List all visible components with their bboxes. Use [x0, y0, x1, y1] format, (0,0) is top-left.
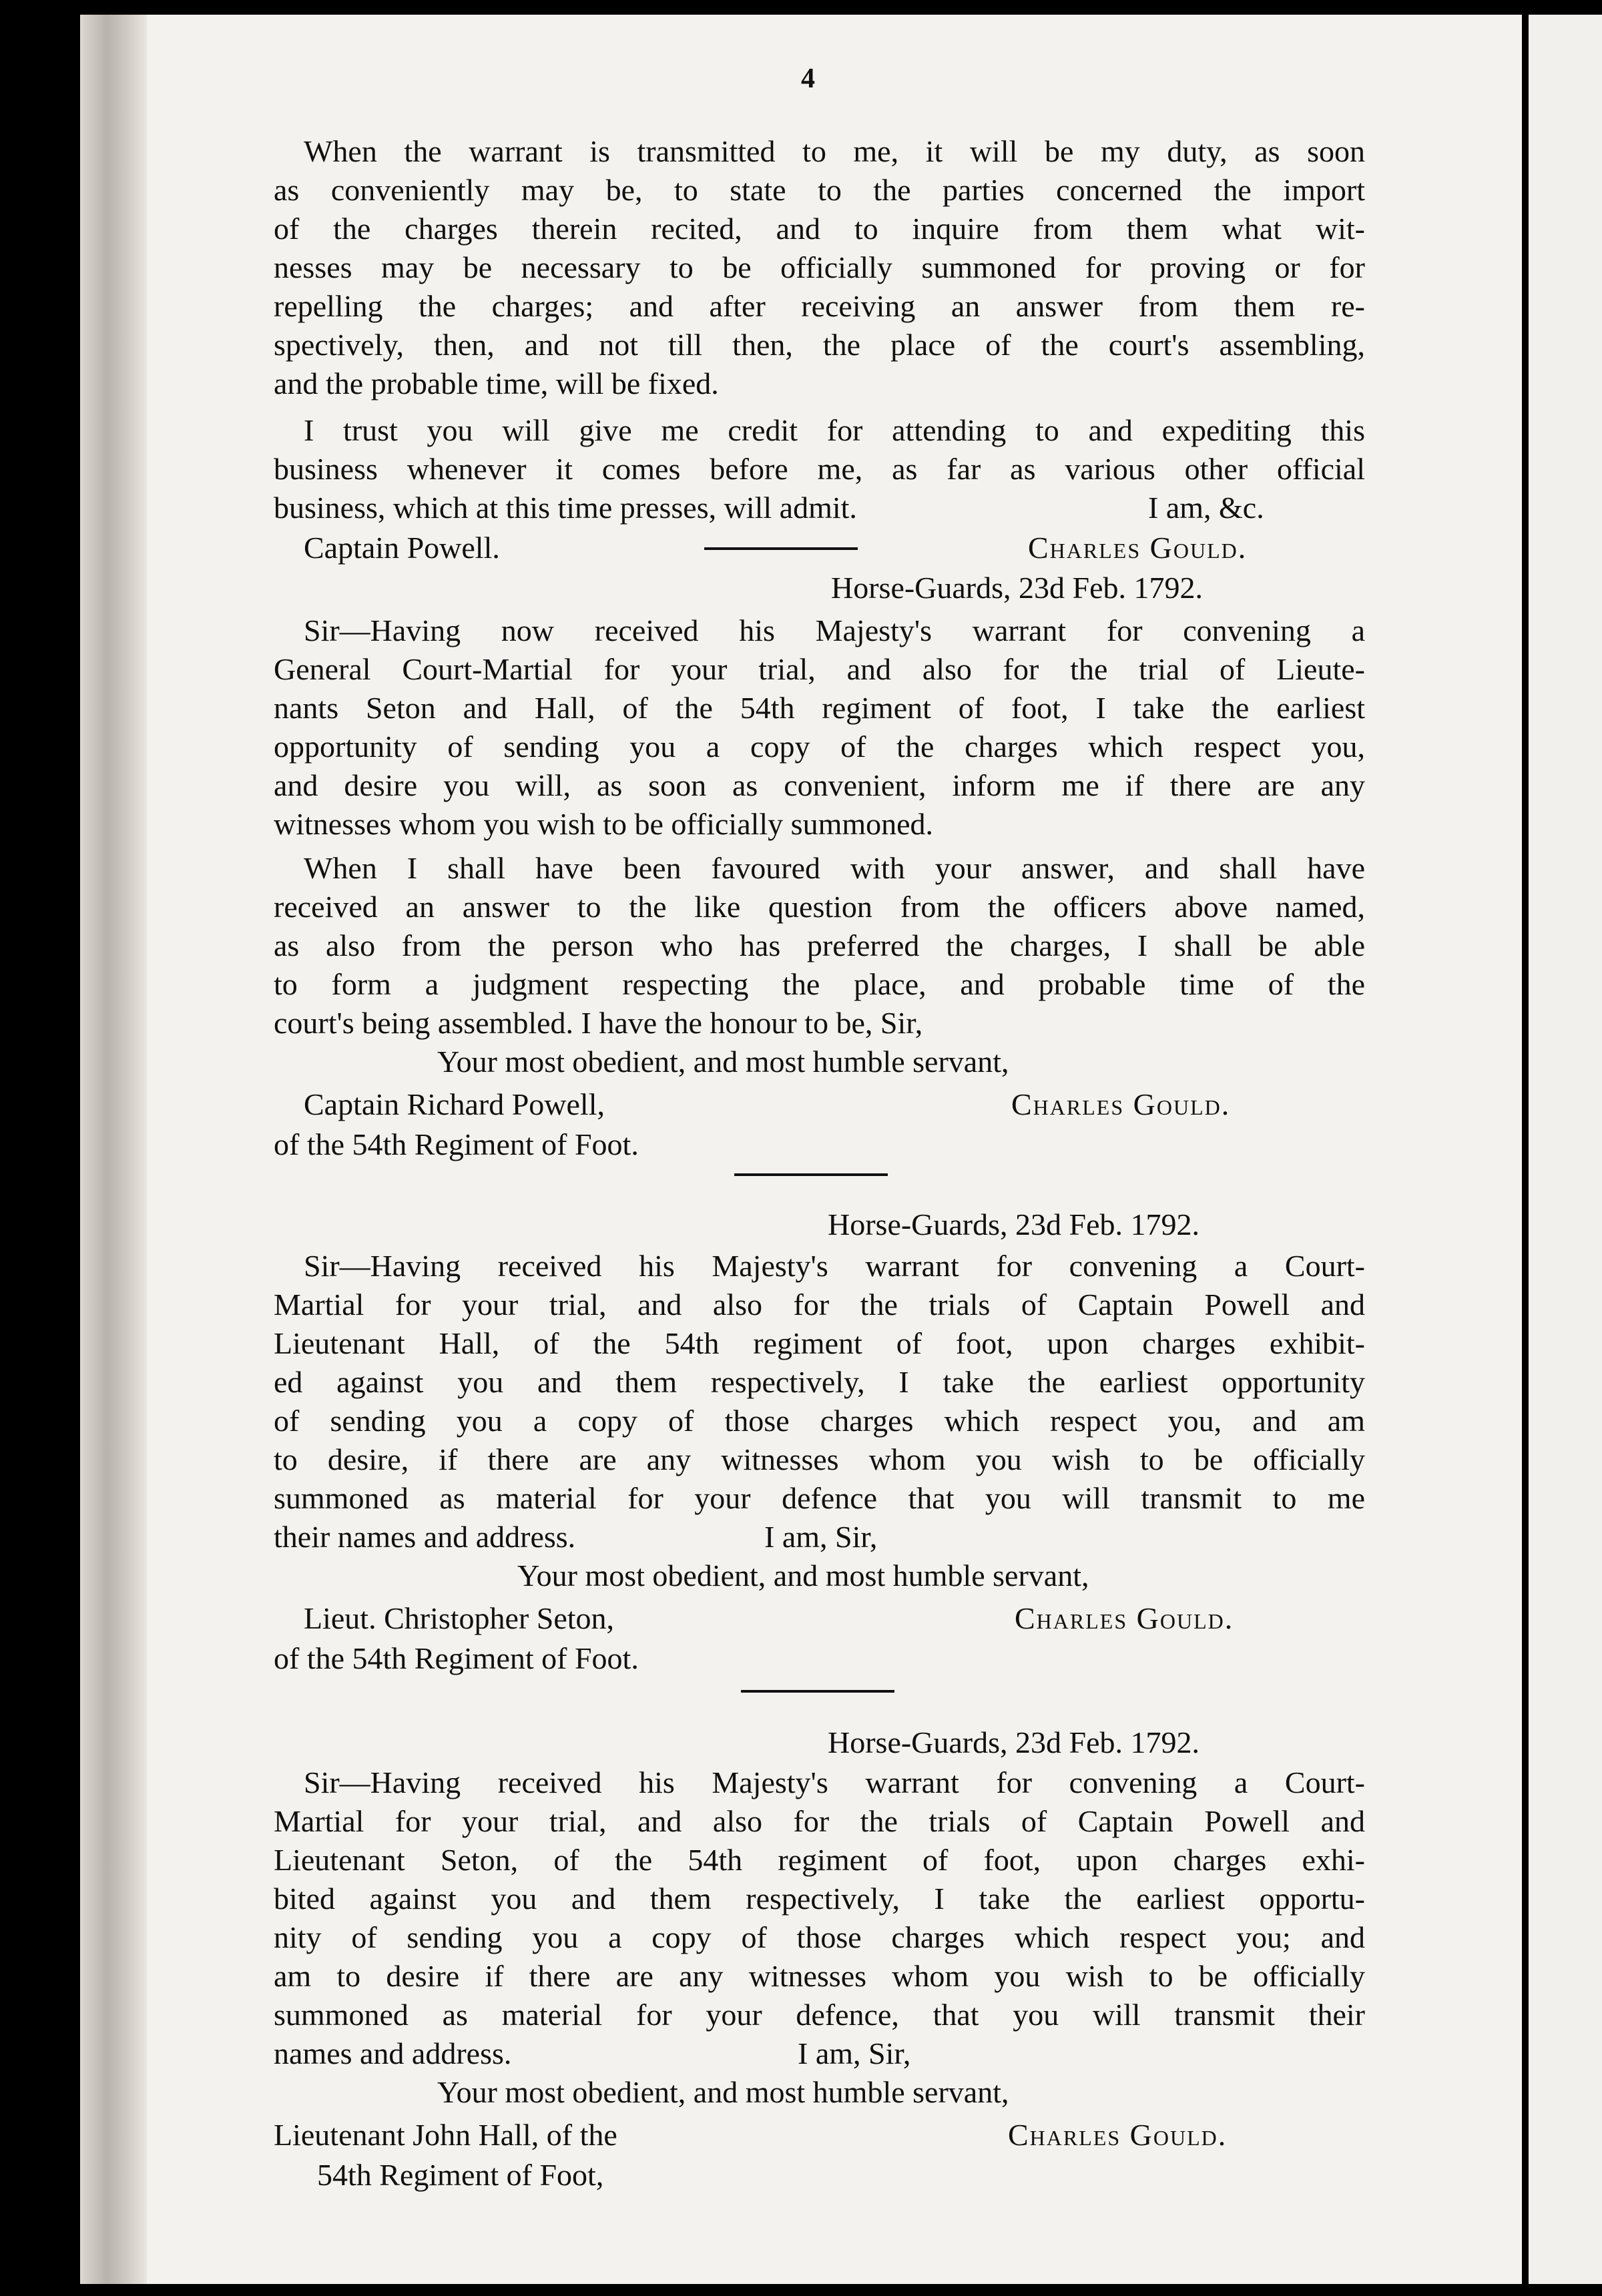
letter1-addressee: Captain Powell.	[304, 531, 500, 565]
letter3-complimentary-close: Your most obedient, and most humble servant,	[517, 1558, 1089, 1593]
letter1-line: nesses may be necessary to be officially summoned for proving or for	[274, 250, 1365, 284]
letter4-line: am to desire if there are any witnesses whom you wish to be officially	[274, 1959, 1365, 1993]
letter4-line: Sir—Having received his Majesty's warrant for convening a Court-	[304, 1765, 1365, 1799]
letter3-line: Sir—Having received his Majesty's warrant for convening a Court-	[304, 1249, 1365, 1283]
letter4-line: summoned as material for your defence, that you will transmit their	[274, 1998, 1365, 2032]
letter4-line: Martial for your trial, and also for the trials of Captain Powell and	[274, 1804, 1365, 1838]
letter1-rule	[704, 547, 858, 550]
letter2-dateline: Horse-Guards, 23d Feb. 1792.	[831, 571, 1204, 605]
letter3-rule	[741, 1690, 894, 1693]
letter4-line: bited against you and them respectively, I take the earliest opportu-	[274, 1882, 1365, 1916]
letter3-dateline: Horse-Guards, 23d Feb. 1792.	[828, 1207, 1200, 1241]
letter1-signature: Charles Gould.	[1028, 531, 1248, 565]
letter1-line: When the warrant is transmitted to me, it will be my duty, as soon	[304, 134, 1365, 168]
letter3-line: to desire, if there are any witnesses whom you wish to be officially	[274, 1442, 1365, 1476]
letter1-line: business, which at this time presses, will admit.	[274, 491, 857, 525]
letter1-line: I trust you will give me credit for attending to and expediting this	[304, 413, 1365, 447]
letter2-addressee: Captain Richard Powell,	[304, 1087, 605, 1121]
letter1-line: business whenever it comes before me, as far as various other official	[274, 452, 1365, 486]
letter4-line: Lieutenant Seton, of the 54th regiment of foot, upon charges exhi-	[274, 1843, 1365, 1877]
letter2-line: General Court-Martial for your trial, and also for the trial of Lieute-	[274, 652, 1365, 686]
letter2-addressee: of the 54th Regiment of Foot.	[274, 1127, 639, 1161]
letter1-line: of the charges therein recited, and to inquire from them what wit-	[274, 212, 1365, 246]
letter2-line: court's being assembled. I have the honour to be, Sir,	[274, 1006, 923, 1040]
letter2-line: witnesses whom you wish to be officially summoned.	[274, 807, 934, 841]
letter1-line: and the probable time, will be fixed.	[274, 366, 719, 400]
document-text	[274, 15, 1445, 2284]
letter3-line: summoned as material for your defence that you will transmit to me	[274, 1481, 1365, 1515]
letter2-line: opportunity of sending you a copy of the charges which respect you,	[274, 730, 1365, 764]
page-binding-shadow	[80, 15, 147, 2284]
page-number: 4	[801, 63, 815, 94]
letter2-complimentary-close: Your most obedient, and most humble servant,	[437, 1045, 1009, 1079]
letter4-closing: I am, Sir,	[798, 2036, 911, 2070]
letter3-line: ed against you and them respectively, I take the earliest opportunity	[274, 1365, 1365, 1399]
letter4-line: nity of sending you a copy of those charges which respect you; and	[274, 1920, 1365, 1954]
letter3-addressee: of the 54th Regiment of Foot.	[274, 1641, 639, 1675]
letter1-line: spectively, then, and not till then, the place of the court's assembling,	[274, 328, 1365, 362]
letter3-closing: I am, Sir,	[764, 1520, 878, 1554]
letter2-line: When I shall have been favoured with your answer, and shall have	[304, 851, 1365, 885]
letter1-closing: I am, &c.	[1148, 491, 1264, 525]
letter4-dateline: Horse-Guards, 23d Feb. 1792.	[828, 1725, 1200, 1759]
letter3-line: Lieutenant Hall, of the 54th regiment of foot, upon charges exhibit-	[274, 1326, 1365, 1360]
letter2-line: to form a judgment respecting the place, and probable time of the	[274, 967, 1365, 1001]
letter2-line: as also from the person who has preferred the charges, I shall be able	[274, 928, 1365, 962]
letter3-signature: Charles Gould.	[1015, 1601, 1234, 1635]
letter4-signature: Charles Gould.	[1008, 2118, 1228, 2152]
letter4-addressee: Lieutenant John Hall, of the	[274, 2118, 617, 2152]
letter3-line: of sending you a copy of those charges which respect you, and am	[274, 1404, 1365, 1438]
letter3-addressee: Lieut. Christopher Seton,	[304, 1601, 615, 1635]
letter4-line: names and address.	[274, 2036, 512, 2070]
letter2-line: received an answer to the like question from the officers above named,	[274, 890, 1365, 924]
letter1-line: repelling the charges; and after receiving an answer from them re-	[274, 289, 1365, 323]
letter4-complimentary-close: Your most obedient, and most humble servant,	[437, 2075, 1009, 2109]
letter3-line: Martial for your trial, and also for the trials of Captain Powell and	[274, 1287, 1365, 1322]
letter2-line: Sir—Having now received his Majesty's warrant for convening a	[304, 613, 1365, 647]
letter4-addressee: 54th Regiment of Foot,	[317, 2158, 604, 2192]
letter2-rule	[734, 1173, 888, 1176]
letter2-signature: Charles Gould.	[1011, 1087, 1231, 1121]
letter1-line: as conveniently may be, to state to the parties concerned the import	[274, 173, 1365, 207]
letter2-line: and desire you will, as soon as convenient, inform me if there are any	[274, 768, 1365, 802]
letter2-line: nants Seton and Hall, of the 54th regiment of foot, I take the earliest	[274, 691, 1365, 725]
letter3-line: their names and address.	[274, 1520, 576, 1554]
facing-page-edge	[1529, 15, 1602, 2284]
